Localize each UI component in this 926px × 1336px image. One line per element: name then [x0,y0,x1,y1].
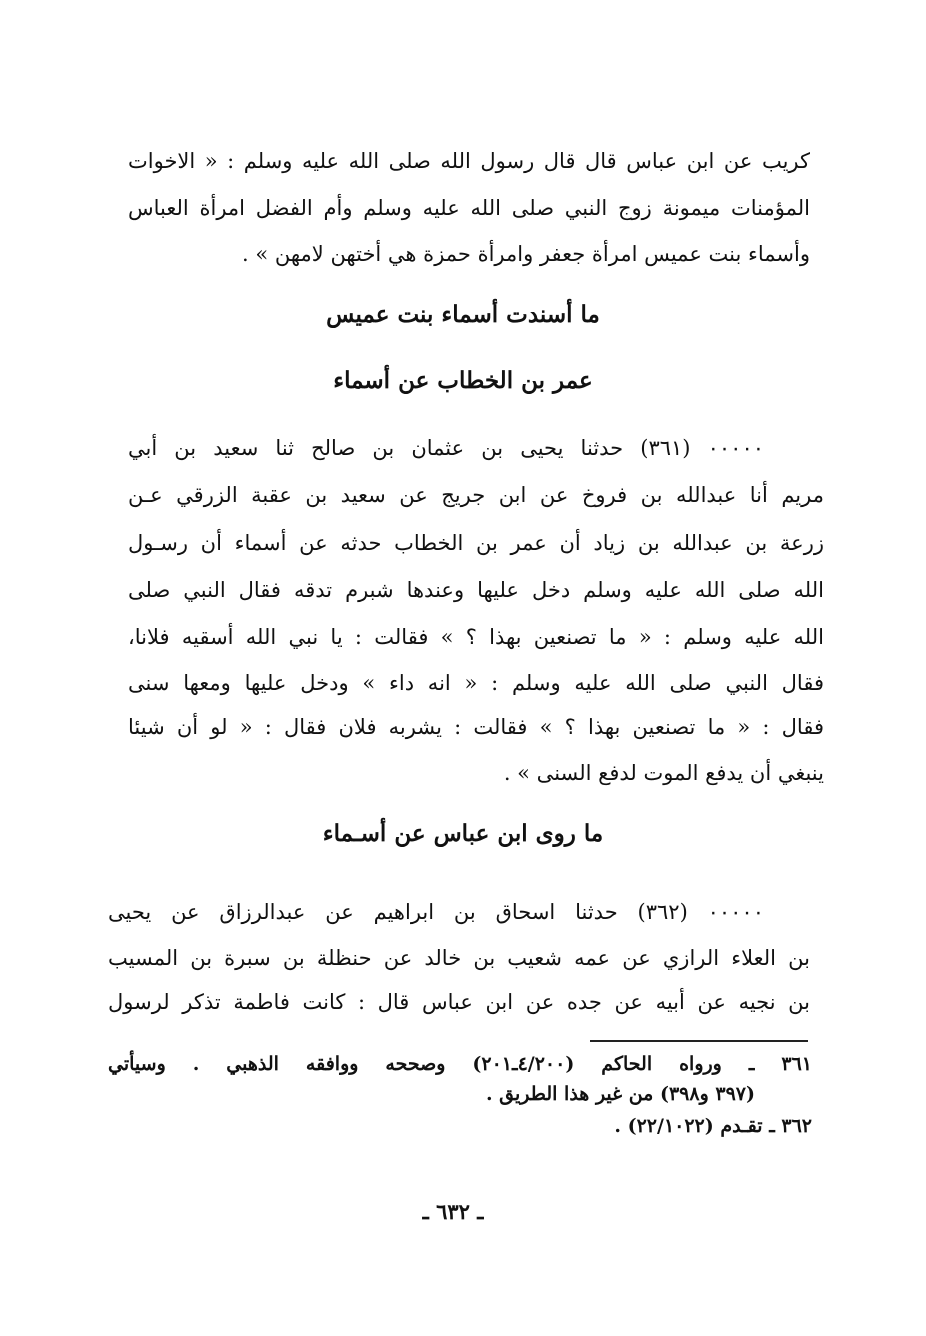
hadith-line: ٠٠٠٠٠ (٣٦٢) حدثنا اسحاق بن ابراهيم عن عبدالرزاق عن يحيى [108,900,764,924]
hadith-line: فقال : « ما تصنعين بهذا ؟ » فقالت : يشربه فلان فقال : « لو أن شيئا [128,715,824,739]
footnote-line: (٣٩٧ و٣٩٨) من غير هذا الطريق . [485,1083,755,1105]
hadith-line: الله صلى الله عليه وسلم دخل عليها وعندها شبرم تدقه فقال النبي صلى [128,578,824,602]
footnote-separator [590,1040,808,1042]
footnote-line: ٣٦٢ ـ تقـدم (٢٢/١٠٢٢) . [614,1115,812,1137]
hadith-line: ٠٠٠٠٠ (٣٦١) حدثنا يحيى بن عثمان بن صالح ثنا سعيد بن أبي [128,436,765,460]
section-heading: ما روى ابن عباس عن أسـماء [322,820,604,847]
footnote-line: ٣٦١ ـ ورواه الحاكم (٤/٢٠٠ـ٢٠١) وصححه ووافقه الذهبي . وسيأتي [108,1053,812,1075]
hadith-line: بن نجيه عن أبيه عن جده عن ابن عباس قال : كانت فاطمة تذكر لرسول [108,990,810,1014]
hadith-line: الله عليه وسلم : « ما تصنعين بهذا ؟ » فقالت : يا نبي الله أسقيه فلانا، [128,625,824,649]
hadith-line: زرعة بن عبدالله بن زياد أن عمر بن الخطاب حدثه عن أسماء أن رسـول [128,531,824,555]
hadith-line: بن العلاء الرازي عن عمه شعيب بن خالد عن حنظلة بن سبرة بن المسيب [108,946,810,970]
section-heading: عمر بن الخطاب عن أسماء [333,367,593,394]
section-heading: ما أسندت أسماء بنت عميس [326,301,600,328]
hadith-line: مريم أنا عبدالله بن فروخ عن ابن جريج عن سعيد بن عقبة الزرقي عـن [128,483,824,507]
intro-line: المؤمنات ميمونة زوج النبي صلى الله عليه وسلم وأم الفضل امرأة العباس [128,196,810,220]
page-number: ـ ٦٣٢ ـ [422,1199,484,1224]
hadith-line: ينبغي أن يدفع الموت لدفع السنى » . [503,761,824,785]
intro-line: وأسماء بنت عميس امرأة جعفر وامرأة حمزة هي أختهن لامهن » . [242,242,810,266]
hadith-line: فقال النبي صلى الله عليه وسلم : « انه داء » ودخل عليها ومعها سنى [128,671,824,695]
intro-line: كريب عن ابن عباس قال قال رسول الله صلى الله عليه وسلم : « الاخوات [128,149,810,173]
